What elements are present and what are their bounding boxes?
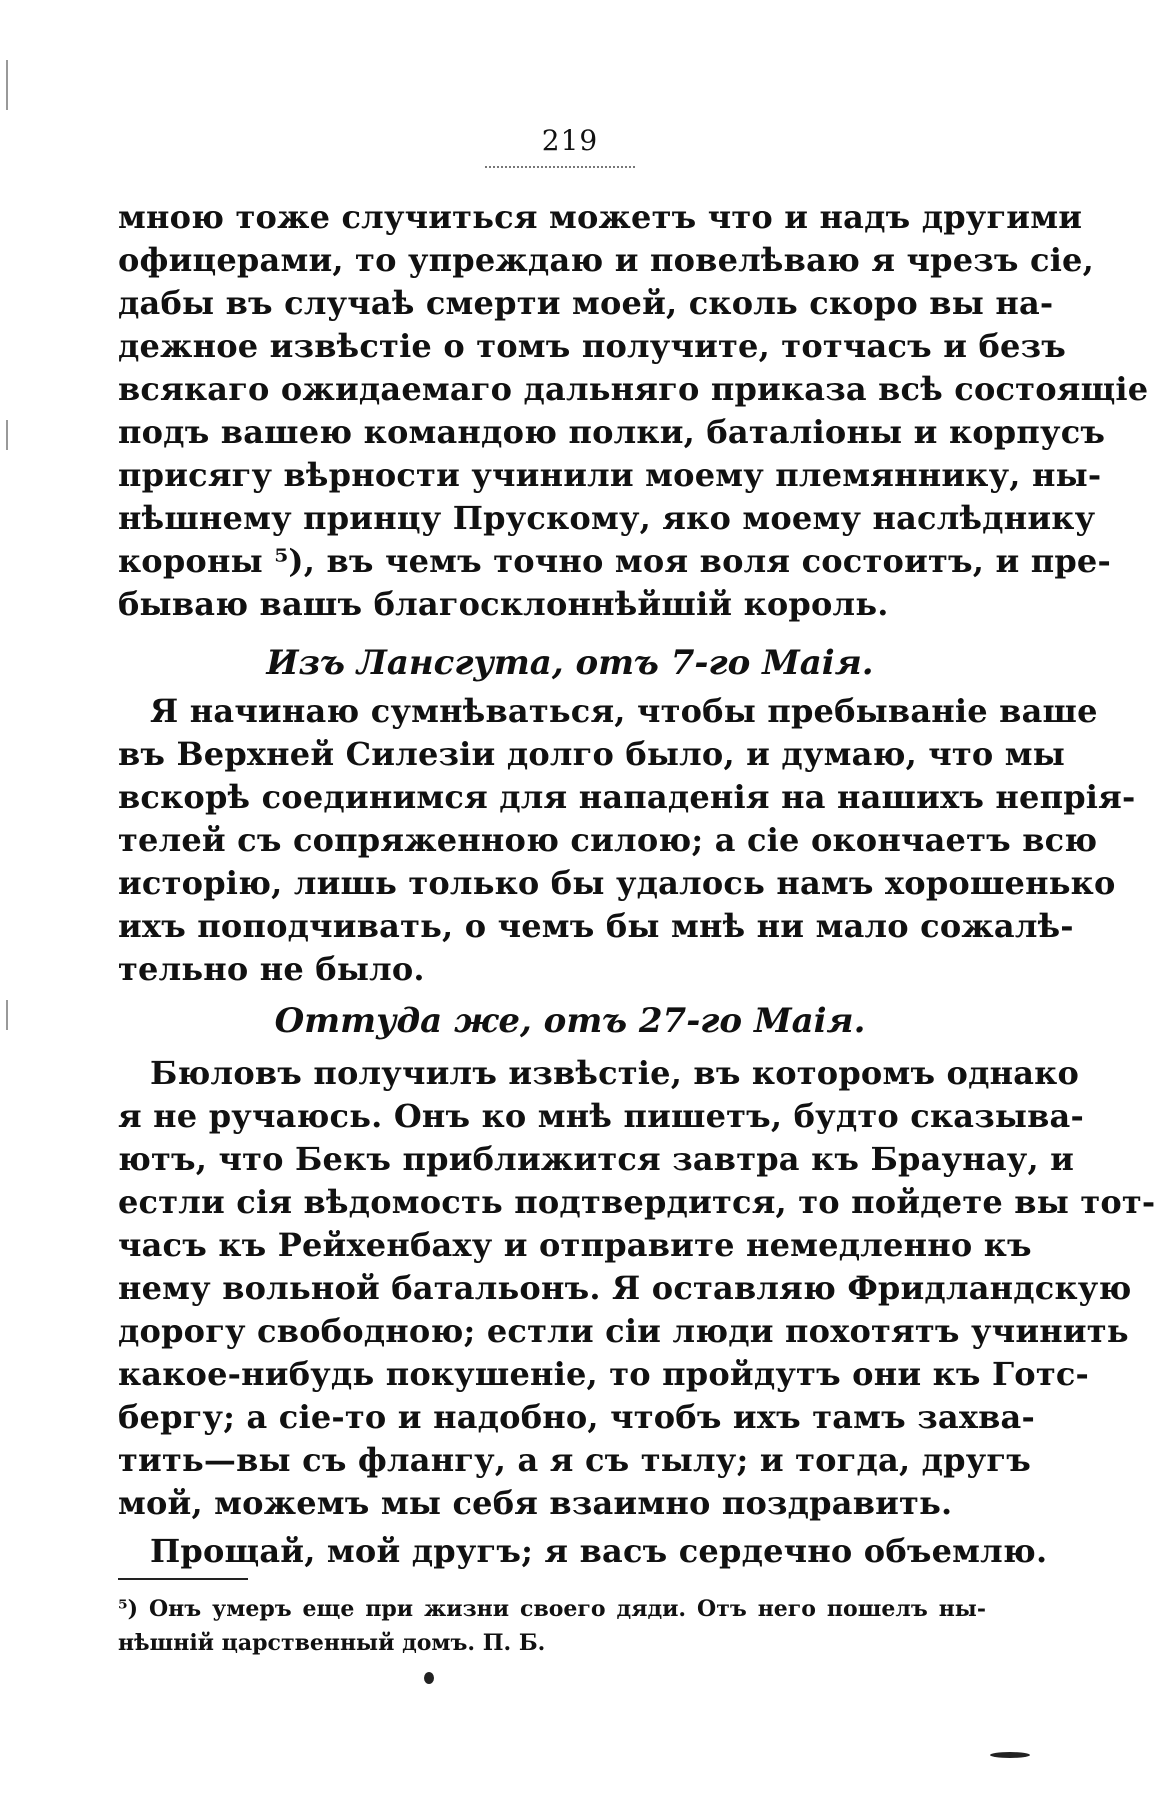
text-line: дежное извѣстіе о томъ получите, тотчасъ и безъ	[118, 327, 1066, 365]
text-line: телей съ сопряженною силою; а сіе окончаетъ всю	[118, 821, 1098, 859]
text-line: подъ вашею командою полки, баталіоны и корпусъ	[118, 413, 1106, 451]
text-line: нему вольной батальонъ. Я оставляю Фридландскую	[118, 1269, 1132, 1307]
footnote-rule	[118, 1578, 248, 1580]
letter-heading-2: Оттуда же, отъ 27-го Маія.	[274, 1001, 866, 1041]
text-line: какое-нибудь покушеніе, то пройдутъ они къ Готс-	[118, 1355, 1090, 1393]
ink-smudge	[990, 1752, 1030, 1758]
text-line: присягу вѣрности учинили моему племяннику, ны-	[118, 456, 1102, 494]
paragraph-3	[118, 1052, 1155, 1525]
letter-heading-1: Изъ Лансгута, отъ 7-го Маія.	[266, 643, 874, 683]
text-line: вскорѣ соединимся для нападенія на нашихъ непрія-	[118, 778, 1136, 816]
footnote	[118, 1592, 986, 1660]
text-line: бываю вашъ благосклоннѣйшій король.	[118, 585, 889, 623]
text-line: короны ⁵), въ чемъ точно моя воля состоитъ, и пре-	[118, 542, 1111, 580]
text-line: часъ къ Рейхенбаху и отправите немедленно къ	[118, 1226, 1032, 1264]
footnote-line: ⁵) Онъ умеръ еще при жизни своего дяди. Отъ него пошелъ ны-	[118, 1596, 986, 1622]
header-rule	[485, 166, 635, 170]
text-line: дорогу свободною; естли сіи люди похотятъ учинить	[118, 1312, 1129, 1350]
text-line: нѣшнему принцу Прускому, яко моему наслѣднику	[118, 499, 1096, 537]
paragraph-2	[118, 690, 1136, 991]
text-line: ютъ, что Бекъ приближится завтра къ Браунау, и	[118, 1140, 1075, 1178]
margin-mark	[6, 420, 8, 450]
text-line: въ Верхней Силезіи долго было, и думаю, что мы	[118, 735, 1066, 773]
text-line: дабы въ случаѣ смерти моей, сколь скоро вы на-	[118, 284, 1054, 322]
text-line: исторію, лишь только бы удалось намъ хорошенько	[118, 864, 1116, 902]
ink-dot	[424, 1672, 434, 1684]
page-number: 219	[541, 124, 599, 157]
text-line: бергу; а сіе-то и надобно, чтобъ ихъ тамъ захва-	[118, 1398, 1035, 1436]
paragraph-1	[118, 196, 1149, 626]
text-line: мой, можемъ мы себя взаимно поздравить.	[118, 1484, 953, 1522]
text-line: Прощай, мой другъ; я васъ сердечно объемлю.	[150, 1532, 1048, 1570]
paragraph-4	[118, 1530, 1048, 1573]
text-line: естли сія вѣдомость подтвердится, то пойдете вы тот-	[118, 1183, 1155, 1221]
margin-mark	[6, 60, 8, 110]
text-line: всякаго ожидаемаго дальняго приказа всѣ состоящіе	[118, 370, 1149, 408]
text-line: тельно не было.	[118, 950, 425, 988]
text-line: офицерами, то упреждаю и повелѣваю я чрезъ сіе,	[118, 241, 1094, 279]
text-line: ихъ поподчивать, о чемъ бы мнѣ ни мало сожалѣ-	[118, 907, 1074, 945]
footnote-line: нѣшній царственный домъ. П. Б.	[118, 1630, 546, 1656]
text-line: Я начинаю сумнѣваться, чтобы пребываніе ваше	[150, 692, 1098, 730]
text-line: тить—вы съ флангу, а я съ тылу; и тогда, другъ	[118, 1441, 1031, 1479]
text-line: мною тоже случиться можетъ что и надъ другими	[118, 198, 1083, 236]
text-line: Бюловъ получилъ извѣстіе, въ которомъ однако	[150, 1054, 1080, 1092]
text-line: я не ручаюсь. Онъ ко мнѣ пишетъ, будто сказыва-	[118, 1097, 1084, 1135]
